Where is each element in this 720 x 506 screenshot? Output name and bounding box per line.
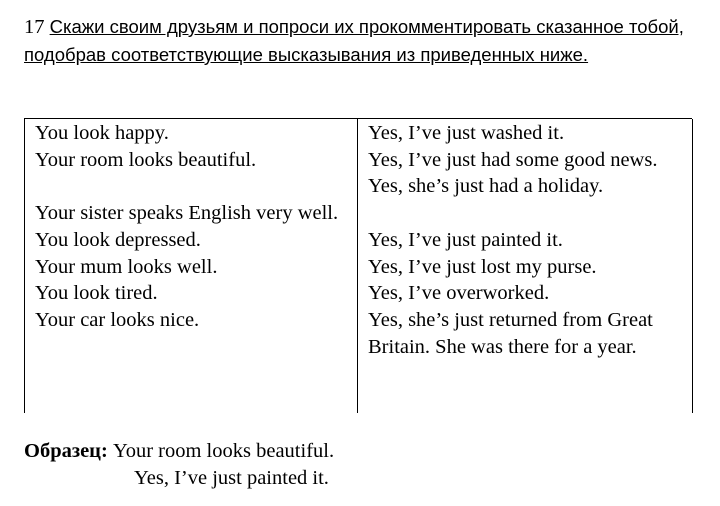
statement-item: Your room looks beautiful. (35, 148, 257, 171)
response-item: Yes, I’ve just painted it. (368, 228, 563, 251)
sample-label: Образец: (24, 440, 108, 462)
response-item: Yes, I’ve overworked. (368, 282, 550, 305)
statement-spacer (35, 173, 347, 200)
statement-item: You look depressed. (35, 228, 201, 251)
responses-column (368, 120, 684, 360)
sample-statement: Your room looks beautiful. (112, 440, 335, 462)
phrases-table (24, 118, 692, 413)
task-instruction: Скажи своим друзьям и попроси их прокомментировать сказанное тобой, подобрав соответствующие высказывания из приведенных ниже. (24, 16, 684, 65)
task-heading (24, 13, 684, 69)
response-item: Yes, she’s just had a holiday. (368, 175, 604, 198)
statement-item: You look tired. (35, 282, 158, 305)
statement-item: Your mum looks well. (35, 255, 218, 278)
response-item: Yes, I’ve just lost my purse. (368, 255, 597, 278)
sample-answer: Yes, I’ve just painted it. (134, 467, 329, 489)
response-item: Yes, she’s just returned from Great Britain. She was there for a year. (368, 308, 653, 358)
task-number: 17 (24, 16, 45, 38)
statement-item: Your sister speaks English very well. (35, 202, 339, 225)
response-item: Yes, I’ve just had some good news. (368, 148, 658, 171)
response-spacer (368, 200, 684, 227)
sample-block (24, 438, 334, 465)
statement-item: You look happy. (35, 122, 169, 144)
table-border-left (24, 119, 25, 413)
response-item: Yes, I’ve just washed it. (368, 122, 565, 144)
table-border-right (692, 119, 693, 413)
table-divider (357, 119, 358, 413)
statements-column (35, 120, 347, 334)
statement-item: Your car looks nice. (35, 308, 200, 331)
